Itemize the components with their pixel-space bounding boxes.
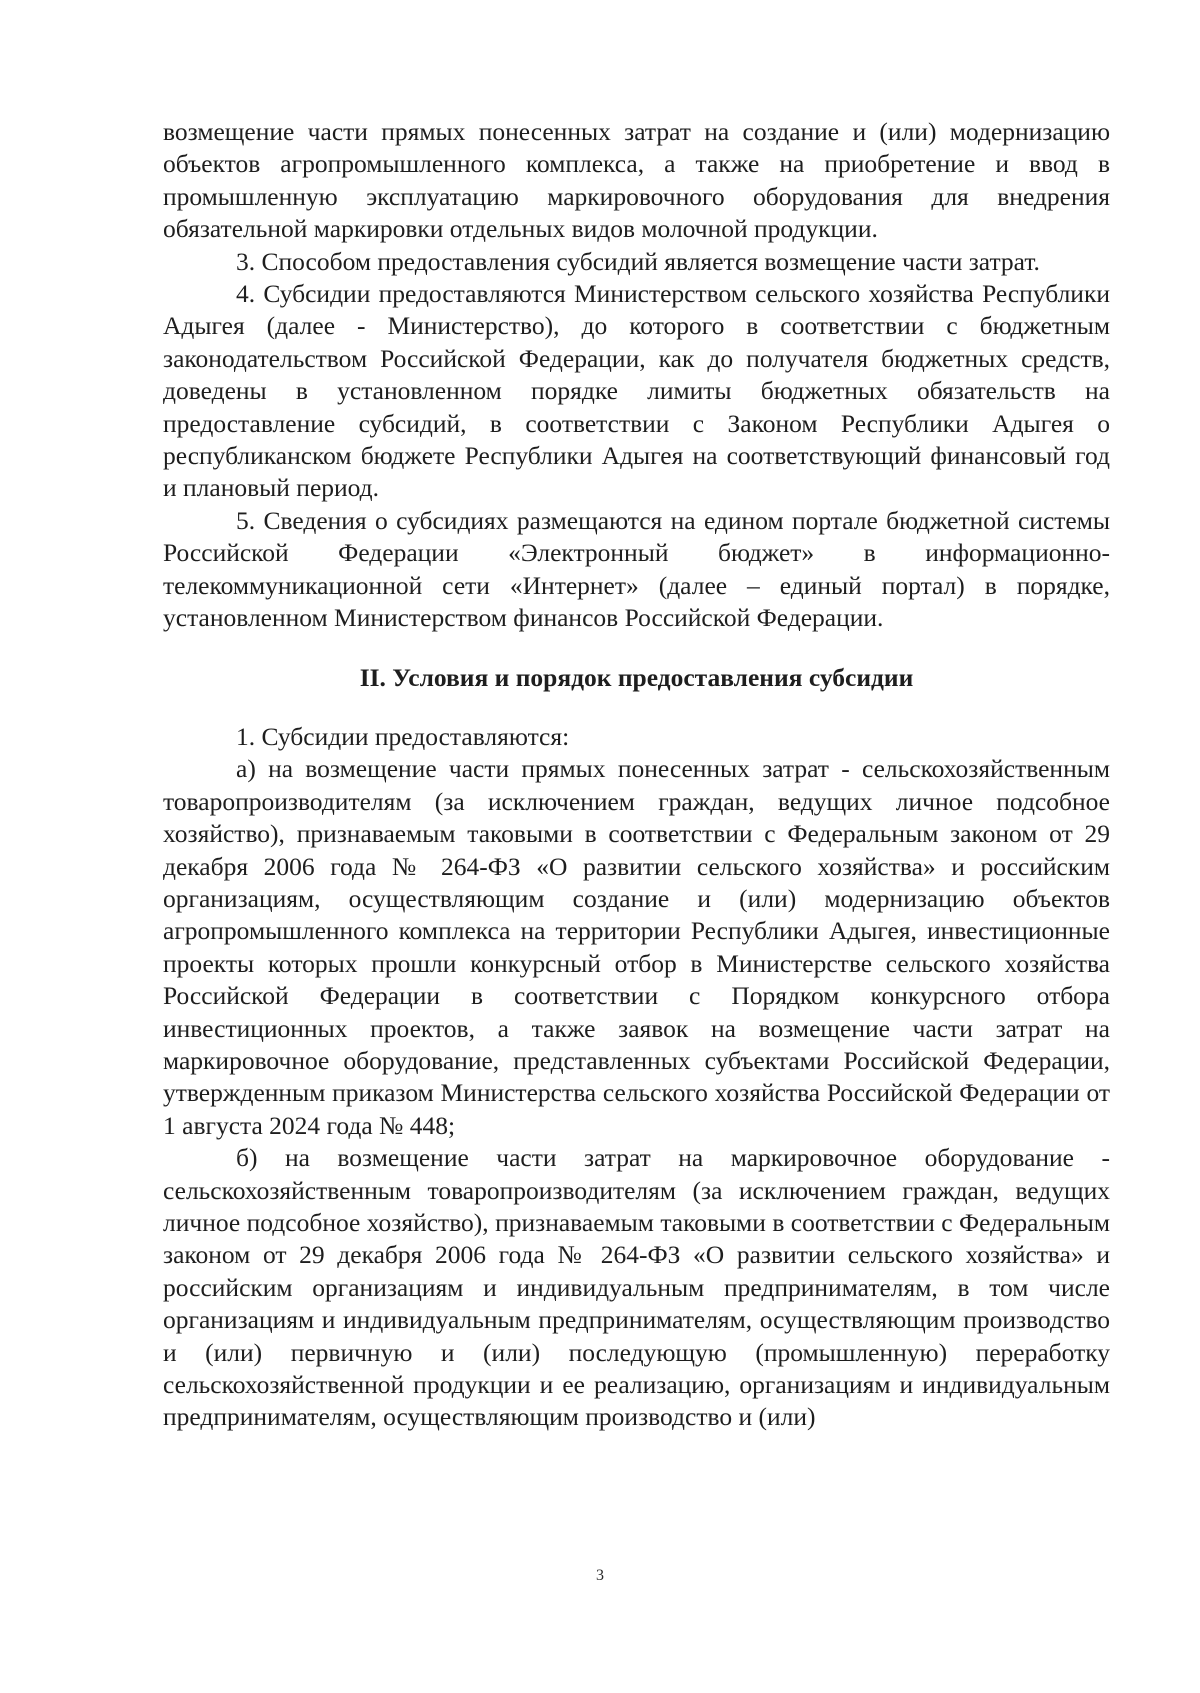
paragraph-5: 5. Сведения о субсидиях размещаются на едином портале бюджетной системы Российской Федерации «Электронный бюджет» в информационно-телекоммуникационной сети «Интернет» (далее – единый портал) в порядке, установленном Министерством финансов Российской Федерации. xyxy=(163,505,1110,633)
continuation-paragraph: возмещение части прямых понесенных затрат на создание и (или) модернизацию объектов агропромышленного комплекса, а также на приобретение и ввод в промышленную эксплуатацию маркировочного оборудования для внедрения обязательной маркировки отдельных видов молочной продукции. xyxy=(163,117,1110,244)
document-body xyxy=(163,116,1110,1434)
paragraph-3: 3. Способом предоставления субсидий является возмещение части затрат. xyxy=(236,246,1040,276)
page-number: 3 xyxy=(596,1567,604,1584)
section-2-item-1: 1. Субсидии предоставляются: xyxy=(236,721,570,751)
section-heading: II. Условия и порядок предоставления субсидии xyxy=(359,662,914,692)
section-2-item-1a: а) на возмещение части прямых понесенных затрат - сельскохозяйственным товаропроизводителям (за исключением граждан, ведущих личное подсобное хозяйство), признаваемым таковыми в соответствии с Федеральным законом от 29 декабря 2006 года № 264-ФЗ «О развитии сельского хозяйства» и российским организациям, осуществляющим создание и (или) модернизацию объектов агропромышленного комплекса на территории Республики Адыгея, инвестиционные проекты которых прошли конкурсный отбор в Министерстве сельского хозяйства Российской Федерации в соответствии с Порядком конкурсного отбора инвестиционных проектов, а также заявок на возмещение части затрат на маркировочное оборудование, представленных субъектами Российской Федерации, утвержденным приказом Министерства сельского хозяйства Российской Федерации от 1 августа 2024 года № 448; xyxy=(163,754,1110,1140)
section-2-item-1b: б) на возмещение части затрат на маркировочное оборудование - сельскохозяйственным товаропроизводителям (за исключением граждан, ведущих личное подсобное хозяйство), признаваемым таковыми в соответствии с Федеральным законом от 29 декабря 2006 года № 264-ФЗ «О развитии сельского хозяйства» и российским организациям и индивидуальным предпринимателям, в том числе организациям и индивидуальным предпринимателям, осуществляющим производство и (или) первичную и (или) последующую (промышленную) переработку сельскохозяйственной продукции и ее реализацию, организациям и индивидуальным предпринимателям, осуществляющим производство и (или) xyxy=(163,1143,1110,1432)
paragraph-4: 4. Субсидии предоставляются Министерством сельского хозяйства Республики Адыгея (далее - Министерство), до которого в соответствии с бюджетным законодательством Российской Федерации, как до получателя бюджетных средств, доведены в установленном порядке лимиты бюджетных обязательств на предоставление субсидий, в соответствии с Законом Республики Адыгея о республиканском бюджете Республики Адыгея на соответствующий финансовый год и плановый период. xyxy=(163,279,1110,503)
